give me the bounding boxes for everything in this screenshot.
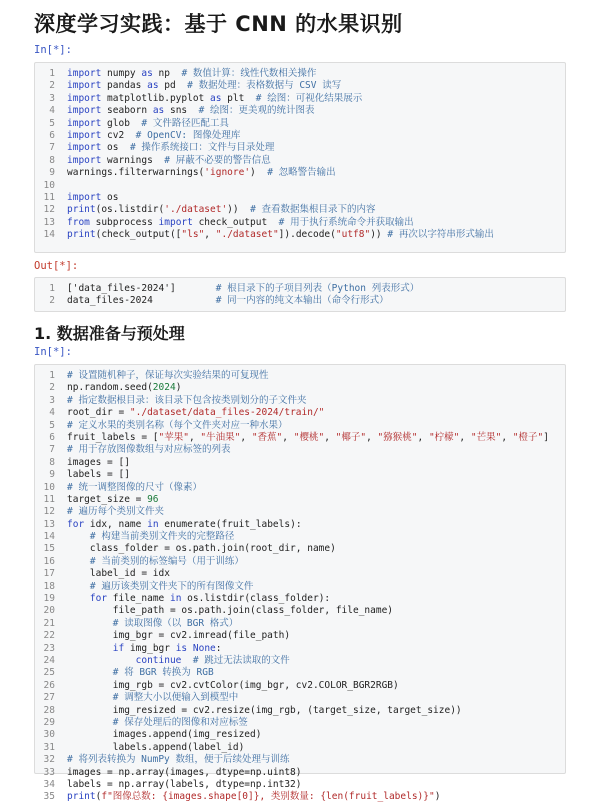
code-text: import os <box>67 191 119 203</box>
code-text: import numpy as np # 数值计算：线性代数相关操作 <box>67 68 317 79</box>
line-number: 4 <box>49 105 55 117</box>
code-text: import os # 操作系统接口：文件与目录处理 <box>67 142 275 154</box>
line-number: 19 <box>43 593 55 605</box>
code-text: np.random.seed(2024) <box>67 382 182 394</box>
code-text: # 构建当前类别文件夹的完整路径 <box>89 531 235 543</box>
code-text: continue # 跳过无法读取的文件 <box>135 654 290 666</box>
line-number: 26 <box>43 679 55 691</box>
code-line <box>35 717 565 729</box>
code-line <box>35 407 565 419</box>
code-text: data_files-2024 # 同一内容的纯文本输出（命令行形式） <box>67 295 389 307</box>
code-text: import warnings # 屏蔽不必要的警告信息 <box>67 154 271 166</box>
code-line <box>35 729 565 741</box>
line-number: 34 <box>43 778 55 790</box>
line-number: 2 <box>49 295 55 307</box>
code-text: img_bgr = cv2.imread(file_path) <box>67 630 291 642</box>
code-line <box>35 432 565 444</box>
code-line <box>35 217 565 229</box>
code-line <box>35 791 565 803</box>
line-number: 6 <box>49 431 55 443</box>
code-line <box>35 420 565 432</box>
line-number: 5 <box>49 419 55 431</box>
code-text: # 定义水果的类别名称（每个文件夹对应一种水果） <box>67 419 288 431</box>
code-line <box>35 155 565 167</box>
code-text: fruit_labels = ["苹果", "牛油果", "香蕉", "樱桃", "椰子", "猕猴桃", "柠檬", "芒果", "橙子"] <box>67 431 549 443</box>
code-line <box>35 229 565 241</box>
code-text: for idx, name in enumerate(fruit_labels): <box>67 518 302 530</box>
code-text: print(f"图像总数: {images.shape[0]}, 类别数量: {len(fruit_labels)}") <box>67 791 441 803</box>
line-number: 6 <box>49 129 55 141</box>
line-number: 8 <box>49 154 55 166</box>
code-text: img_rgb = cv2.cvtColor(img_bgr, cv2.COLOR_BGR2RGB) <box>67 679 399 691</box>
input-prompt: In[*]: <box>34 346 72 358</box>
code-text: import cv2 # OpenCV: 图像处理库 <box>67 129 241 141</box>
line-number: 23 <box>43 642 55 654</box>
output-prompt: Out[*]: <box>34 260 79 272</box>
line-number: 11 <box>43 493 55 505</box>
code-line <box>35 382 565 394</box>
code-text: import seaborn as sns # 绘图：更美观的统计图表 <box>67 105 315 117</box>
line-number: 25 <box>43 667 55 679</box>
code-text: for file_name in os.listdir(class_folder): <box>89 593 331 605</box>
code-text: # 当前类别的标签编号（用于训练） <box>89 555 244 567</box>
line-number: 1 <box>49 370 55 381</box>
code-line <box>35 506 565 518</box>
section-heading: 1. 数据准备与预处理 <box>34 324 185 343</box>
code-text <box>67 180 565 192</box>
code-text: warnings.filterwarnings('ignore') # 忽略警告输出 <box>67 167 336 179</box>
line-number: 2 <box>49 80 55 92</box>
line-number: 35 <box>43 791 55 803</box>
code-text: from subprocess import check_output # 用于执行系统命令并获取输出 <box>67 216 414 228</box>
code-line <box>35 767 565 779</box>
line-number: 22 <box>43 630 55 642</box>
code-text: # 统一调整图像的尺寸（像素） <box>67 481 202 493</box>
code-line <box>35 742 565 754</box>
line-number: 18 <box>43 580 55 592</box>
code-text: class_folder = os.path.join(root_dir, name) <box>67 543 336 555</box>
code-line <box>35 655 565 667</box>
line-number: 30 <box>43 729 55 741</box>
code-text: # 调整大小以便输入到模型中 <box>112 692 239 704</box>
input-prompt: In[*]: <box>34 44 72 56</box>
line-number: 16 <box>43 555 55 567</box>
line-number: 7 <box>49 142 55 154</box>
code-line <box>35 754 565 766</box>
code-line <box>35 494 565 506</box>
line-number: 4 <box>49 407 55 419</box>
code-text: # 读取图像（以 BGR 格式） <box>112 617 239 629</box>
code-line <box>35 680 565 692</box>
line-number: 9 <box>49 469 55 481</box>
line-number: 2 <box>49 382 55 394</box>
line-number: 20 <box>43 605 55 617</box>
line-number: 31 <box>43 741 55 753</box>
code-text: # 指定数据根目录：该目录下包含按类别划分的子文件夹 <box>67 394 307 406</box>
code-line <box>35 469 565 481</box>
line-number: 3 <box>49 394 55 406</box>
line-number: 9 <box>49 167 55 179</box>
code-line <box>35 370 565 382</box>
code-text: import pandas as pd # 数据处理：表格数据与 CSV 读写 <box>67 80 342 92</box>
line-number: 33 <box>43 766 55 778</box>
code-text: label_id = idx <box>67 568 170 580</box>
code-line <box>35 630 565 642</box>
code-line <box>35 581 565 593</box>
code-text: images = [] <box>67 456 130 468</box>
code-line <box>35 556 565 568</box>
code-text: print(os.listdir('./dataset')) # 查看数据集根目录下的内容 <box>67 204 376 216</box>
code-line <box>35 118 565 130</box>
code-line <box>35 142 565 154</box>
line-number: 8 <box>49 456 55 468</box>
page-title: 深度学习实践：基于 CNN 的水果识别 <box>34 12 403 36</box>
code-line <box>35 643 565 655</box>
code-text: if img_bgr is None: <box>112 642 222 654</box>
code-line <box>35 692 565 704</box>
line-number: 17 <box>43 568 55 580</box>
code-line <box>35 543 565 555</box>
line-number: 28 <box>43 704 55 716</box>
code-line <box>35 80 565 92</box>
code-text: img_resized = cv2.resize(img_rgb, (target_size, target_size)) <box>67 704 462 716</box>
code-line <box>35 444 565 456</box>
code-text: target_size = 96 <box>67 493 159 505</box>
code-line <box>35 93 565 105</box>
code-text: import matplotlib.pyplot as plt # 绘图：可视化结果展示 <box>67 92 363 104</box>
line-number: 10 <box>43 481 55 493</box>
line-number: 1 <box>49 68 55 79</box>
code-text: labels = np.array(labels, dtype=np.int32) <box>67 778 302 790</box>
line-number: 32 <box>43 754 55 766</box>
code-line <box>35 531 565 543</box>
code-text: file_path = os.path.join(class_folder, file_name) <box>67 605 394 617</box>
code-text: images = np.array(images, dtype=np.uint8) <box>67 766 302 778</box>
code-text: images.append(img_resized) <box>67 729 262 741</box>
code-text: print(check_output(["ls", "./dataset"]).decode("utf8")) # 再次以字符串形式输出 <box>67 229 494 241</box>
code-line <box>35 779 565 791</box>
code-line <box>35 618 565 630</box>
code-text: # 将列表转换为 NumPy 数组，便于后续处理与训练 <box>67 754 290 766</box>
line-number: 14 <box>43 229 55 241</box>
line-number: 27 <box>43 692 55 704</box>
output-cell <box>34 277 566 312</box>
code-line <box>35 593 565 605</box>
code-line <box>35 605 565 617</box>
code-text: labels = [] <box>67 469 130 481</box>
code-text: # 将 BGR 转换为 RGB <box>112 667 214 679</box>
line-number: 7 <box>49 444 55 456</box>
line-number: 3 <box>49 92 55 104</box>
line-number: 14 <box>43 531 55 543</box>
line-number: 13 <box>43 518 55 530</box>
code-line <box>35 705 565 717</box>
code-text: root_dir = "./dataset/data_files-2024/train/" <box>67 407 325 419</box>
code-text: # 用于存放图像数组与对应标签的列表 <box>67 444 231 456</box>
code-line <box>35 519 565 531</box>
code-line <box>35 68 565 80</box>
code-line <box>35 192 565 204</box>
code-line <box>35 457 565 469</box>
code-line <box>35 482 565 494</box>
line-number: 29 <box>43 716 55 728</box>
line-number: 12 <box>43 506 55 518</box>
code-line <box>35 295 565 307</box>
code-line <box>35 568 565 580</box>
code-line <box>35 395 565 407</box>
line-number: 13 <box>43 216 55 228</box>
line-number: 24 <box>43 654 55 666</box>
code-cell-preprocessing[interactable] <box>34 364 566 803</box>
code-text: # 设置随机种子，保证每次实验结果的可复现性 <box>67 370 269 381</box>
code-text: # 保存处理后的图像和对应标签 <box>112 716 248 728</box>
code-line <box>35 167 565 179</box>
code-line <box>35 667 565 679</box>
code-line <box>35 105 565 117</box>
code-text: labels.append(label_id) <box>67 741 245 753</box>
code-text: # 遍历每个类别文件夹 <box>67 506 164 518</box>
code-line <box>35 204 565 216</box>
line-number: 5 <box>49 117 55 129</box>
line-number: 11 <box>43 191 55 203</box>
code-cell-imports[interactable] <box>34 62 566 253</box>
code-text: ['data_files-2024'] # 根目录下的子项目列表（Python 列表形式） <box>67 283 420 294</box>
code-line <box>35 283 565 295</box>
line-number: 12 <box>43 204 55 216</box>
code-line <box>35 180 565 192</box>
line-number: 1 <box>49 283 55 294</box>
line-number: 10 <box>43 179 55 191</box>
code-text: import glob # 文件路径匹配工具 <box>67 117 229 129</box>
code-text: # 遍历该类别文件夹下的所有图像文件 <box>89 580 254 592</box>
code-line <box>35 130 565 142</box>
line-number: 15 <box>43 543 55 555</box>
line-number: 21 <box>43 617 55 629</box>
